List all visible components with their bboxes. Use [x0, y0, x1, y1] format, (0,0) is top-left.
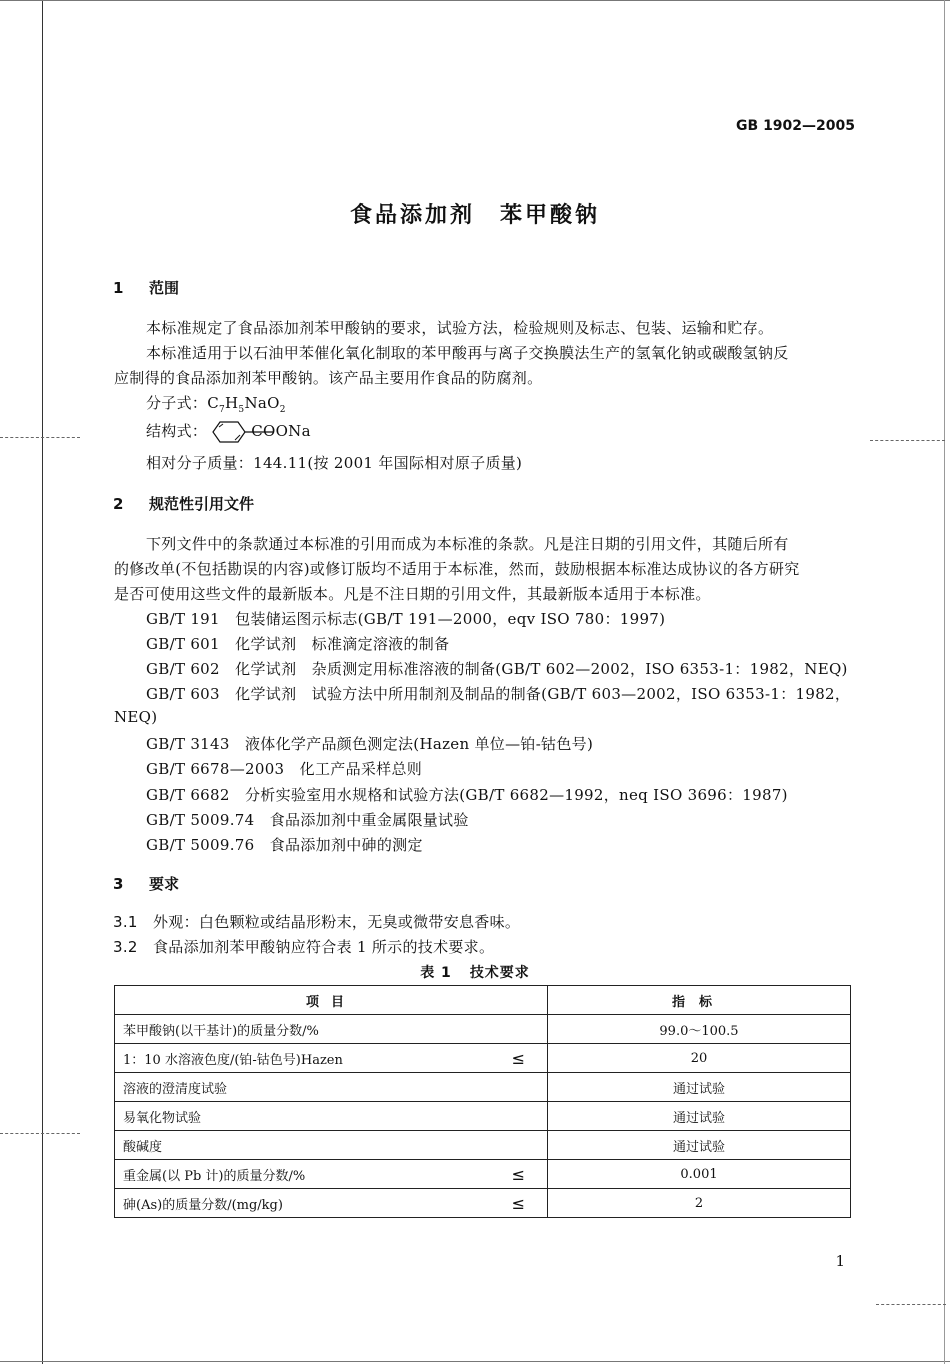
section-number: 2 — [113, 495, 124, 513]
paragraph: 本标准规定了食品添加剂苯甲酸钠的要求，试验方法，检验规则及标志、包装、运输和贮存。 — [146, 319, 774, 337]
le-symbol: ≤ — [511, 1193, 525, 1213]
reference-item: GB/T 5009.74 食品添加剂中重金属限量试验 — [146, 811, 469, 829]
top-border-line — [0, 0, 950, 1]
paragraph: 本标准适用于以石油甲苯催化氧化制取的苯甲酸再与离子交换膜法生产的氢氧化钠或碳酸氢钠反 — [146, 344, 789, 362]
section-number: 1 — [113, 279, 124, 297]
section-number: 3 — [113, 875, 124, 893]
table-header-row — [115, 986, 851, 1015]
paragraph: 是否可使用这些文件的最新版本。凡是不注日期的引用文件，其最新版本适用于本标准。 — [114, 585, 711, 603]
item-cell: 重金属(以 Pb 计)的质量分数/% — [123, 1168, 306, 1184]
clause-number: 3.2 — [113, 938, 138, 956]
reference-item: GB/T 603 化学试剂 试验方法中所用制剂及制品的制备(GB/T 603—2002，ISO 6353-1：1982， — [146, 685, 851, 703]
section-title: 规范性引用文件 — [149, 495, 255, 513]
table-row — [115, 1073, 851, 1102]
column-header-value: 指标 — [548, 986, 851, 1015]
table-title: 技术要求 — [469, 965, 530, 981]
page-number: 1 — [835, 1252, 845, 1270]
item-cell: 酸碱度 — [123, 1139, 163, 1155]
paragraph: 的修改单(不包括勘误的内容)或修订版均不适用于本标准，然而，鼓励根据本标准达成协议的各方研究 — [114, 560, 800, 578]
cut-mark — [0, 1133, 80, 1134]
section-title: 范围 — [149, 279, 180, 297]
molecular-formula: 分子式：$C_7H_5NaO_2$ — [146, 394, 286, 415]
reference-item: GB/T 6682 分析实验室用水规格和试验方法(GB/T 6682—1992，neq ISO 3696：1987) — [146, 786, 788, 804]
item-cell: 1：10 水溶液色度/(铂-钴色号)Hazen — [123, 1052, 343, 1068]
value-cell: 99.0～100.5 — [548, 1015, 851, 1044]
value-cell: 通过试验 — [548, 1102, 851, 1131]
value-cell: 20 — [548, 1044, 851, 1073]
reference-item: GB/T 3143 液体化学产品颜色测定法(Hazen 单位—铂-钴色号) — [146, 735, 594, 753]
reference-item: GB/T 601 化学试剂 标准滴定溶液的制备 — [146, 635, 450, 653]
section-title: 要求 — [149, 875, 180, 893]
cut-mark — [876, 1304, 946, 1305]
bottom-border-line — [0, 1361, 950, 1362]
le-symbol: ≤ — [511, 1164, 525, 1184]
column-header-item: 项目 — [115, 986, 548, 1015]
item-cell: 苯甲酸钠(以干基计)的质量分数/% — [123, 1023, 319, 1039]
cut-mark — [0, 437, 80, 438]
cut-mark — [870, 440, 945, 441]
section-3-heading — [113, 873, 179, 894]
formula-label: 分子式： — [146, 394, 208, 412]
reference-item: NEQ) — [114, 708, 158, 726]
paragraph: 应制得的食品添加剂苯甲酸钠。该产品主要用作食品的防腐剂。 — [114, 369, 543, 387]
value-cell: 0.001 — [548, 1160, 851, 1189]
table-row — [115, 1102, 851, 1131]
value-cell: 通过试验 — [548, 1131, 851, 1160]
molecular-mass: 相对分子质量：144.11(按 2001 年国际相对原子质量) — [146, 454, 523, 472]
standard-code: GB 1902—2005 — [736, 118, 855, 134]
table-caption — [0, 962, 950, 982]
table-row — [115, 1160, 851, 1189]
table-label: 表 1 — [420, 965, 452, 981]
clause-text: 外观：白色颗粒或结晶形粉末，无臭或微带安息香味。 — [153, 913, 521, 931]
reference-item: GB/T 191 包装储运图示标志(GB/T 191—2000，eqv ISO 780：1997) — [146, 610, 666, 628]
section-1-heading — [113, 277, 179, 298]
clause-3-2 — [113, 936, 494, 957]
item-cell: 溶液的澄清度试验 — [123, 1081, 228, 1097]
value-cell: 通过试验 — [548, 1073, 851, 1102]
table-row — [115, 1131, 851, 1160]
reference-item: GB/T 602 化学试剂 杂质测定用标准溶液的制备(GB/T 602—2002，ISO 6353-1：1982，NEQ) — [146, 660, 848, 678]
le-symbol: ≤ — [511, 1048, 525, 1068]
item-cell: 易氧化物试验 — [123, 1110, 202, 1126]
table-row — [115, 1044, 851, 1073]
structure-label: 结构式： — [146, 422, 208, 440]
value-cell: 2 — [548, 1189, 851, 1218]
reference-item: GB/T 5009.76 食品添加剂中砷的测定 — [146, 836, 423, 854]
table-row — [115, 1015, 851, 1044]
item-cell: 砷(As)的质量分数/(mg/kg) — [123, 1197, 283, 1213]
carboxylate-group: COONa — [251, 422, 311, 440]
document-title: 食品添加剂 苯甲酸钠 — [349, 203, 600, 228]
clause-number: 3.1 — [113, 913, 138, 931]
section-2-heading — [113, 493, 254, 514]
clause-text: 食品添加剂苯甲酸钠应符合表 1 所示的技术要求。 — [153, 938, 495, 956]
table-row — [115, 1189, 851, 1218]
clause-3-1 — [113, 911, 520, 932]
paragraph: 下列文件中的条款通过本标准的引用而成为本标准的条款。凡是注日期的引用文件，其随后所有 — [146, 535, 789, 553]
structural-formula — [146, 420, 311, 444]
spec-table — [114, 985, 851, 1218]
reference-item: GB/T 6678—2003 化工产品采样总则 — [146, 760, 423, 778]
